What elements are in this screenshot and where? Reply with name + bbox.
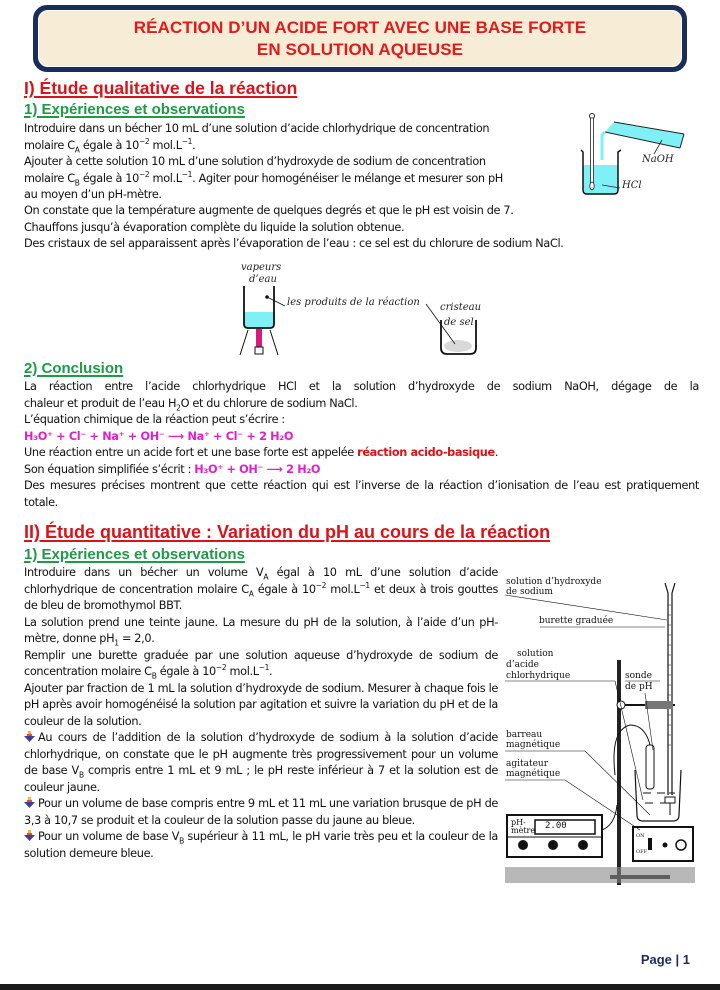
full-equation: H₃O⁺ + Cl⁻ + Na⁺ + OH⁻ ⟶ Na⁺ + Cl⁻ + 2 H₂O bbox=[24, 429, 294, 443]
label-acid-1: solution bbox=[517, 649, 554, 659]
beaker-tube-illustration bbox=[580, 110, 720, 195]
paragraph: chaleur et produit de l’eau $H_2O$ et du chlorure de sodium NaCl. bbox=[24, 396, 358, 412]
bullet-item: Pour un volume de base $V_B$ supérieur à 11 mL, le pH varie très peu et la couleur de la solution demeure bleue. bbox=[24, 830, 498, 860]
paragraph: Une réaction entre un acide fort et une base forte est appelée réaction acido-basique. bbox=[24, 446, 499, 459]
arrow-bullet-icon bbox=[24, 797, 35, 808]
section-1-heading: I) Étude qualitative de la réaction bbox=[24, 78, 298, 98]
label-stirrer-1: agitateur bbox=[506, 759, 549, 769]
label-on: ON bbox=[636, 833, 645, 839]
document-title-line-2: EN SOLUTION AQUEUSE bbox=[256, 39, 464, 59]
bullet-item: Au cours de l’addition de la solution d’hydroxyde de sodium à la solution d’acide chlorhydrique, on constate que le pH augmente très progressivement pour un volume de base $V_B$ compris entre 1 mL et 9 mL ; le pH reste inférieur à 7 et la solution est de couleur jaune. bbox=[24, 731, 498, 794]
bottom-bar bbox=[0, 984, 720, 990]
paragraph: La solution prend une teinte jaune. La mesure du pH de la solution, à l’aide d’un pH-mètre, donne $pH_1 = 2,0$. bbox=[24, 615, 498, 648]
acid-base-term: réaction acido-basique bbox=[357, 446, 495, 459]
section-1-experiment-text bbox=[24, 121, 569, 204]
ph-meter-display: 2.00 bbox=[545, 821, 567, 831]
paragraph: Remplir une burette graduée par une solution aqueuse d’hydroxyde de sodium de concentration molaire $C_B$ égale à $10^{-2}$ $mol.L^{-1}$. bbox=[24, 648, 498, 681]
vapeurs-label: vapeurs bbox=[241, 262, 282, 273]
simplified-equation: H₃O⁺ + OH⁻ ⟶ 2 H₂O bbox=[194, 462, 321, 476]
label-probe-2: de pH bbox=[625, 682, 653, 692]
section-1-sub-2-heading: 2) Conclusion bbox=[24, 360, 124, 377]
section-1-sub-1-heading: 1) Expériences et observations bbox=[24, 101, 245, 118]
paragraph: Des cristaux de sel apparaissent après l’évaporation de l’eau : ce sel est du chlorure de sodium NaCl. bbox=[24, 237, 564, 250]
desel-label: de sel bbox=[444, 317, 474, 328]
label-stirrer-2: magnétique bbox=[506, 769, 561, 779]
title-frame bbox=[33, 5, 687, 72]
section-2-experiment-text bbox=[24, 565, 498, 862]
figure-titration-apparatus bbox=[505, 575, 700, 885]
paragraph: molaire $C_A$ égale à $10^{-2}$ $mol.L^{-1}$. bbox=[24, 136, 196, 154]
bullet-item: Pour un volume de base compris entre 9 mL et 11 mL une variation brusque de pH de 3,3 à 10,7 se produit et la couleur de la solution passe du jaune au bleue. bbox=[24, 797, 498, 827]
paragraph: molaire $C_B$ égale à $10^{-2}$ $mol.L^{-1}$. Agiter pour homogénéiser le mélange et mesurer son pH bbox=[24, 169, 503, 187]
paragraph: Son équation simplifiée s’écrit : H₃O⁺ + OH⁻ ⟶ 2 H₂O bbox=[24, 462, 321, 476]
section-2-sub-1-heading: 1) Expériences et observations bbox=[24, 546, 245, 563]
label-burette: burette graduée bbox=[539, 616, 614, 626]
paragraph: La réaction entre l’acide chlorhydrique HCl et la solution d’hydroxyde de sodium NaOH, dégage de la bbox=[24, 380, 699, 393]
deau-label: d’eau bbox=[249, 274, 277, 285]
hcl-label: HCl bbox=[622, 180, 642, 191]
paragraph: Introduire dans un bécher un volume $V_A$ égal à 10 mL d’une solution d’acide chlorhydrique de concentration molaire $C_A$ égale à $10^{-2}$ $mol.L^{-1}$ et deux à trois gouttes de bleu de bromothymol BBT. bbox=[24, 566, 498, 612]
produits-label: les produits de la réaction bbox=[287, 297, 420, 308]
paragraph: L’équation chimique de la réaction peut s’écrire : bbox=[24, 413, 285, 426]
paragraph: On constate que la température augmente de quelques degrés et que le pH est voisin de 7. bbox=[24, 204, 514, 217]
label-ph-meter-2: mètre bbox=[511, 826, 536, 835]
section-1-observation-text bbox=[24, 203, 704, 253]
label-stir-bar-2: magnétique bbox=[506, 740, 561, 750]
arrow-bullet-icon bbox=[24, 830, 35, 841]
label-acid-2: d’acide bbox=[506, 660, 539, 670]
paragraph: Ajouter à cette solution 10 mL d’une solution d’hydroxyde de sodium de concentration bbox=[24, 155, 486, 168]
label-acid-3: chlorhydrique bbox=[506, 671, 571, 681]
figure-mixing-beaker bbox=[580, 110, 720, 195]
label-naoh-solution-2: de sodium bbox=[506, 587, 553, 597]
title-panel bbox=[38, 10, 682, 67]
paragraph: Chauffons jusqu’à évaporation complète du liquide la solution obtenue. bbox=[24, 220, 405, 234]
paragraph: Des mesures précises montrent que cette réaction qui est l’inverse de la réaction d’ionisation de l’eau est pratiquement totale. bbox=[24, 479, 699, 509]
paragraph: Introduire dans un bécher 10 mL d’une solution d’acide chlorhydrique de concentration bbox=[24, 122, 490, 135]
label-ph-meter-1: pH- bbox=[511, 818, 526, 827]
figure-evaporation bbox=[230, 262, 520, 357]
page-number: Page | 1 bbox=[640, 952, 690, 967]
label-probe-1: sonde bbox=[625, 671, 652, 681]
conclusion-text bbox=[24, 379, 699, 511]
cristeau-label: cristeau bbox=[440, 302, 482, 313]
section-2-heading: II) Étude quantitative : Variation du pH au cours de la réaction bbox=[24, 522, 551, 542]
arrow-bullet-icon bbox=[24, 731, 35, 742]
paragraph: au moyen d’un pH-mètre. bbox=[24, 188, 162, 201]
paragraph: Ajouter par fraction de 1 mL la solution d’hydroxyde de sodium. Mesurer à chaque fois le pH après avoir homogénéisé la solution par agitation et suivre la variation du pH et de la couleur de la solution. bbox=[24, 681, 498, 728]
label-stir-bar-1: barreau bbox=[506, 730, 543, 740]
label-off: OFF bbox=[636, 849, 648, 855]
document-title-line-1: RÉACTION D’UN ACIDE FORT AVEC UNE BASE FORTE bbox=[133, 17, 587, 37]
label-naoh-solution-1: solution d’hydroxyde bbox=[506, 577, 602, 587]
naoh-label: NaOH bbox=[642, 154, 674, 165]
